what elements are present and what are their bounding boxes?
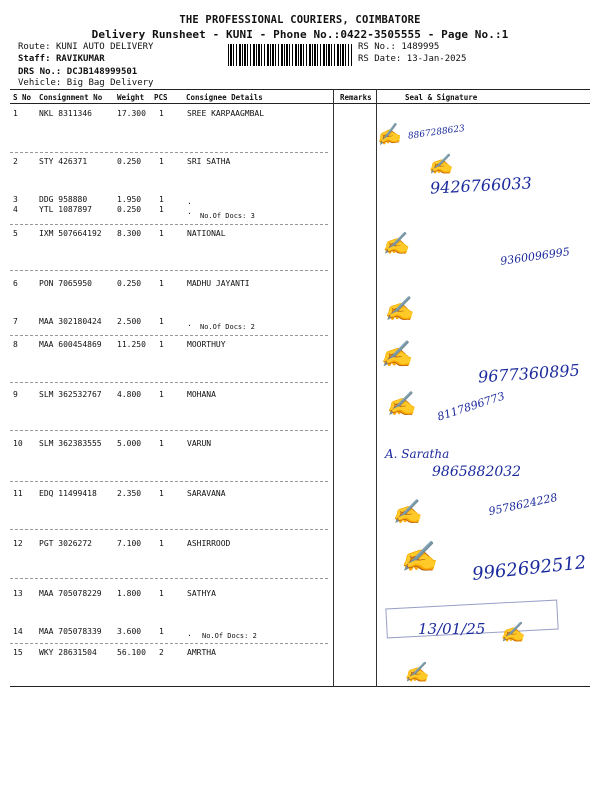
row-consignment: MAA 705078339 (39, 627, 102, 636)
route-label: Route: (18, 42, 51, 52)
signature-scribble: ✍ (374, 120, 403, 149)
row-sno: 7 (13, 317, 18, 326)
row-separator (10, 578, 328, 579)
col-consignee: Consignee Details (186, 93, 263, 102)
signature-scribble: ✍ (404, 660, 429, 684)
row-sno: 2 (13, 157, 18, 166)
row-consignment: IXM 507664192 (39, 229, 102, 238)
row-separator (10, 224, 328, 225)
row-consignee: . (187, 207, 192, 216)
signature-row8 (380, 340, 412, 370)
barcode-image (228, 44, 352, 66)
row-consignee: MOHANA (187, 390, 216, 399)
row-consignee: . (187, 629, 192, 638)
row-consignment: PGT 3026272 (39, 539, 92, 548)
handwritten-phone: 8867288623 (407, 123, 466, 142)
row-sno: 3 (13, 195, 18, 204)
signature-row12 (400, 540, 437, 575)
row-separator (10, 335, 328, 336)
handwritten-phone: 8117896773 (435, 389, 507, 424)
row-separator (10, 152, 328, 153)
signature-row14 (500, 620, 525, 644)
row-consignment: SLM 362532767 (39, 390, 102, 399)
rs-date-value: 13-Jan-2025 (406, 54, 467, 64)
route-line (18, 42, 153, 52)
rs-date-line (358, 54, 466, 64)
row-pcs: 1 (159, 390, 164, 399)
row-weight: 11.250 (117, 340, 146, 349)
row-sno: 4 (13, 205, 18, 214)
row-weight: 5.000 (117, 439, 142, 448)
col-consignment: Consignment No (39, 93, 103, 102)
rs-no-line (358, 42, 439, 52)
signature-row5 (382, 232, 409, 257)
signature-scribble: ✍ (400, 540, 438, 575)
signature-row9 (386, 390, 416, 418)
row-pcs: 1 (159, 627, 164, 636)
row-weight: 3.600 (117, 627, 142, 636)
row-separator (10, 270, 328, 271)
row-pcs: 1 (159, 279, 164, 288)
row-sno: 8 (13, 340, 18, 349)
handwritten-phone: 9426766033 (429, 173, 533, 198)
col-sno: S No (13, 93, 32, 102)
signature-row7 (384, 295, 414, 323)
row-separator (10, 430, 328, 431)
drs-line (18, 67, 137, 77)
row-pcs: 1 (159, 439, 164, 448)
signature-row11 (392, 498, 422, 526)
row-weight: 0.250 (117, 205, 142, 214)
row-weight: 0.250 (117, 279, 142, 288)
handwritten-phone: 9677360895 (477, 360, 581, 387)
vehicle-label: Vehicle: (18, 78, 62, 88)
signature-row1 (375, 112, 466, 148)
row-weight: 17.300 (117, 109, 146, 118)
row-pcs: 1 (159, 489, 164, 498)
staff-value: RAVIKUMAR (55, 54, 105, 64)
row-consignee: SRI SATHA (187, 157, 231, 166)
signature-row2 (428, 152, 453, 176)
signature-scribble: ✍ (500, 620, 525, 644)
row-consignment: PON 7065950 (39, 279, 92, 288)
handwritten-phone: 9578624228 (487, 490, 559, 519)
row-pcs: 1 (159, 340, 164, 349)
row-pcs: 1 (159, 195, 164, 204)
remarks-right-rule (376, 89, 377, 687)
rs-no-value: 1489995 (401, 42, 440, 52)
col-remarks: Remarks (340, 93, 372, 102)
handwritten-phone: 9962692512 (471, 552, 588, 585)
handwritten-phone: 9360096995 (499, 245, 571, 268)
signature-scribble: ✍ (428, 152, 453, 176)
vehicle-line (18, 78, 153, 88)
staff-label: Staff: (18, 54, 51, 64)
signature-scribble: ✍ (382, 232, 410, 257)
row-consignee: AMRTHA (187, 648, 216, 657)
docs-count-note: No.Of Docs: 2 (202, 632, 257, 640)
handwritten-date: 13/01/25 (418, 620, 486, 638)
row-consignment: MAA 302180424 (39, 317, 102, 326)
row-consignee: . (187, 197, 192, 206)
row-consignment: SLM 362383555 (39, 439, 102, 448)
row-consignee: SREE KARPAAGMBAL (187, 109, 265, 118)
row-consignment: YTL 1087897 (39, 205, 92, 214)
row-consignment: EDQ 11499418 (39, 489, 97, 498)
header-bottom-rule (10, 103, 590, 104)
row-separator (10, 481, 328, 482)
row-sno: 5 (13, 229, 18, 238)
row-pcs: 1 (159, 157, 164, 166)
row-pcs: 1 (159, 205, 164, 214)
row-consignment: STY 426371 (39, 157, 88, 166)
rs-no-label: RS No.: (358, 42, 396, 52)
row-consignment: WKY 28631504 (39, 648, 97, 657)
row-separator (10, 529, 328, 530)
row-weight: 2.500 (117, 317, 142, 326)
row-consignee: ASHIRROOD (187, 539, 231, 548)
row-consignment: DDG 958880 (39, 195, 88, 204)
row-consignment: MAA 705078229 (39, 589, 102, 598)
row-consignee: . (187, 319, 192, 328)
row-pcs: 1 (159, 229, 164, 238)
staff-line (18, 54, 105, 64)
row-separator (10, 643, 328, 644)
route-value: KUNI AUTO DELIVERY (55, 42, 154, 52)
row-weight: 56.100 (117, 648, 146, 657)
row-consignee: MADHU JAYANTI (187, 279, 250, 288)
drs-value: DCJB148999501 (66, 67, 138, 77)
vehicle-value: Big Bag Delivery (66, 78, 154, 88)
row-consignee: SARAVANA (187, 489, 226, 498)
rs-date-label: RS Date: (358, 54, 402, 64)
row-pcs: 2 (159, 648, 164, 657)
row-sno: 14 (13, 627, 23, 636)
signature-scribble: ✍ (386, 390, 416, 418)
signature-scribble: ✍ (392, 498, 422, 526)
docs-count-note: No.Of Docs: 3 (200, 212, 255, 220)
row-sno: 13 (13, 589, 23, 598)
signature-scribble: ✍ (380, 340, 413, 370)
row-consignee: SATHYA (187, 589, 216, 598)
table-bottom-rule (10, 686, 590, 687)
signature-row15 (404, 660, 429, 684)
row-consignee: MOORTHUY (187, 340, 226, 349)
table-top-rule (10, 89, 590, 90)
row-pcs: 1 (159, 109, 164, 118)
runsheet-subtitle: Delivery Runsheet - KUNI - Phone No.:0422-3505555 - Page No.:1 (91, 28, 509, 41)
row-pcs: 1 (159, 539, 164, 548)
row-consignment: MAA 600454869 (39, 340, 102, 349)
company-title: THE PROFESSIONAL COURIERS, COIMBATORE (179, 14, 421, 26)
row-consignee: NATIONAL (187, 229, 226, 238)
row-sno: 1 (13, 109, 18, 118)
row-sno: 6 (13, 279, 18, 288)
row-weight: 1.800 (117, 589, 142, 598)
row-weight: 7.100 (117, 539, 142, 548)
docs-count-note: No.Of Docs: 2 (200, 323, 255, 331)
handwritten-phone: 9865882032 (432, 464, 522, 480)
row-weight: 0.250 (117, 157, 142, 166)
row-weight: 1.950 (117, 195, 142, 204)
row-consignment: NKL 8311346 (39, 109, 92, 118)
row-weight: 4.800 (117, 390, 142, 399)
col-seal: Seal & Signature (405, 93, 478, 102)
row-pcs: 1 (159, 589, 164, 598)
col-weight: Weight (117, 93, 145, 102)
row-separator (10, 382, 328, 383)
row-sno: 11 (13, 489, 23, 498)
row-weight: 2.350 (117, 489, 142, 498)
row-pcs: 1 (159, 317, 164, 326)
row-sno: 15 (13, 648, 23, 657)
col-pcs: PCS (154, 93, 168, 102)
remarks-left-rule (333, 89, 334, 687)
row-sno: 10 (13, 439, 23, 448)
handwritten-name: A. Saratha (385, 447, 450, 461)
row-sno: 12 (13, 539, 23, 548)
row-weight: 8.300 (117, 229, 142, 238)
row-consignee: VARUN (187, 439, 212, 448)
signature-scribble: ✍ (384, 295, 414, 323)
row-sno: 9 (13, 390, 18, 399)
drs-label: DRS No.: (18, 67, 62, 77)
